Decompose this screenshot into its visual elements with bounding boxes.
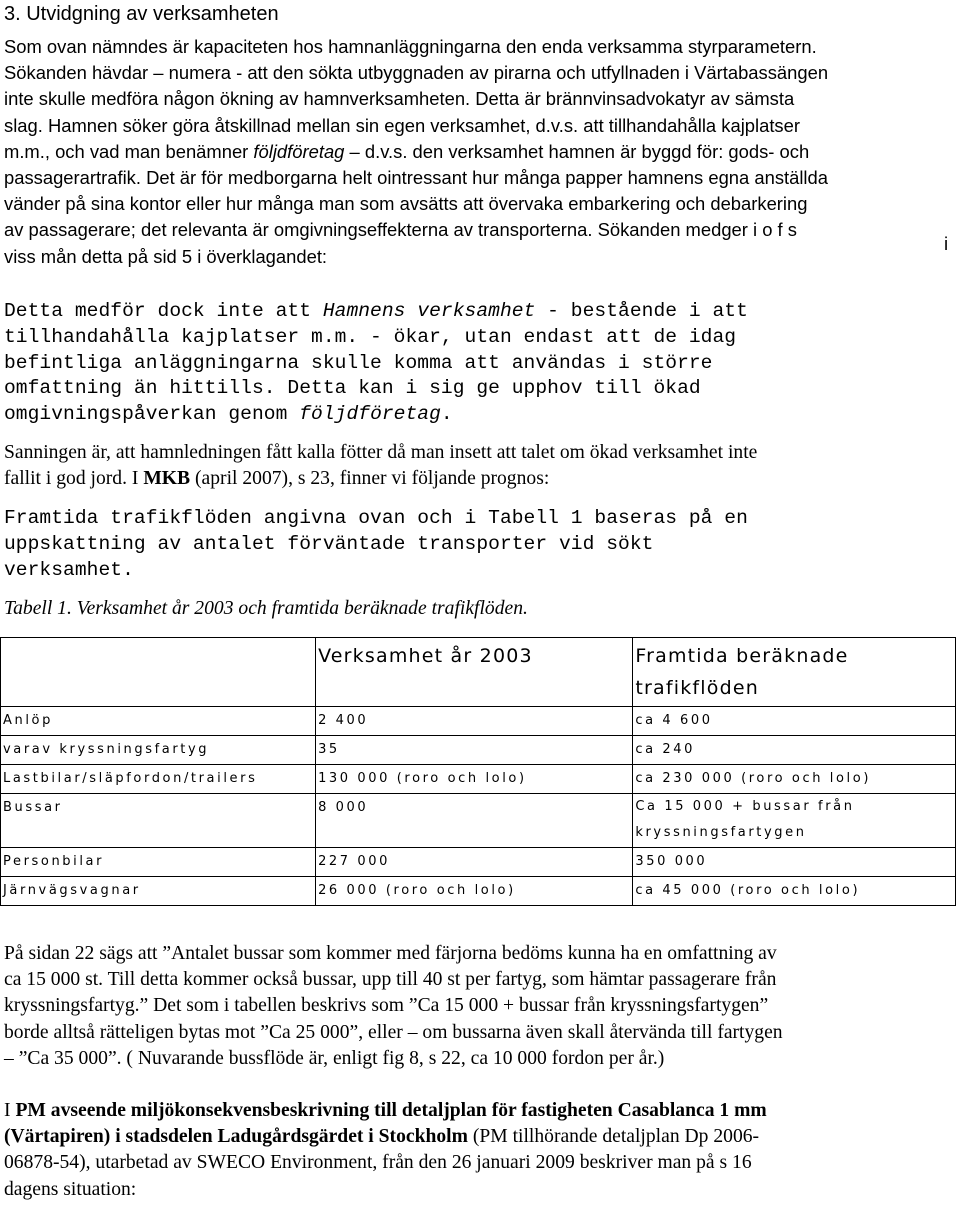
quote-line: omfattning än hittills. Detta kan i sig ge upphov till ökad [4, 377, 701, 400]
quote-line: Framtida trafikflöden angivna ovan och i Tabell 1 baseras på en [4, 507, 748, 529]
row-value-future: 350 000 [633, 848, 956, 877]
row-value-future: Ca 15 000 + bussar från kryssningsfartygen [633, 794, 956, 848]
bold-document-title: PM avseende miljökonsekvensbeskrivning till detaljplan för fastigheten Casablanca 1 mm [15, 1100, 767, 1121]
table-caption: Tabell 1. Verksamhet år 2003 och framtida beräknade trafikflöden. [4, 598, 528, 619]
text-line: vänder på sina kontor eller hur många man som avsätts att övervaka embarkering och debarkering [4, 193, 808, 215]
emphasis-term: följdföretag [253, 140, 345, 162]
text-line [4, 217, 954, 243]
table-header-row [1, 638, 956, 707]
bold-document-title: (Värtapiren) i stadsdelen Ladugårdsgärdet i Stockholm [4, 1126, 468, 1148]
row-value-future: ca 45 000 (roro och lolo) [633, 877, 956, 906]
row-label: Lastbilar/släpfordon/trailers [1, 765, 316, 794]
row-label: Bussar [1, 794, 316, 848]
paragraph-pm [4, 1098, 954, 1203]
paragraph-buses [4, 941, 954, 1072]
row-value-2003: 8 000 [316, 794, 633, 848]
text-line [4, 466, 954, 492]
quote-line [4, 299, 748, 325]
text-fragment: fallit i god jord. I [4, 468, 144, 490]
text-line [4, 139, 954, 165]
table-row [1, 707, 956, 736]
text-line: viss mån detta på sid 5 i överklagandet: [4, 245, 328, 267]
bold-term: MKB [143, 468, 191, 490]
block-quote-mkb [4, 506, 748, 583]
header-cell-empty [1, 638, 316, 707]
text-fragment: Detta medför dock inte att [4, 300, 323, 322]
paragraph-capacity [4, 34, 954, 296]
header-cell-2003: Verksamhet år 2003 [316, 638, 633, 707]
row-value-future: ca 230 000 (roro och lolo) [633, 765, 956, 794]
text-line: – ”Ca 35 000”. ( Nuvarande bussflöde är, enligt fig 8, s 22, ca 10 000 fordon per år.) [4, 1047, 665, 1069]
text-line: inte skulle medföra någon ökning av hamnverksamheten. Detta är brännvinsadvokatyr av sämsta [4, 88, 795, 110]
row-label: Personbilar [1, 848, 316, 877]
row-value-2003: 26 000 (roro och lolo) [316, 877, 633, 906]
row-label: Järnvägsvagnar [1, 877, 316, 906]
row-value-future: ca 240 [633, 736, 956, 765]
text-line: ca 15 000 st. Till detta kommer också bussar, upp till 40 st per fartyg, som hämtar passagerare från [4, 969, 777, 991]
text-fragment: (PM tillhörande detaljplan Dp 2006- [467, 1126, 760, 1148]
trailing-character: i [944, 233, 949, 254]
text-fragment: av passagerare; det relevanta är omgivningseffekterna av transporterna. Sökanden medger i o f s [4, 219, 797, 241]
text-line: passagerartrafik. Det är för medborgarna helt ointressant hur många papper hamnens egna anställda [4, 166, 828, 188]
row-value-2003: 2 400 [316, 707, 633, 736]
table-row [1, 765, 956, 794]
row-value-2003: 227 000 [316, 848, 633, 877]
text-line: borde alltså rätteligen bytas mot ”Ca 25 000”, eller – om bussarna även skall återvända till fartygen [4, 1021, 783, 1043]
quote-line: uppskattning av antalet förväntade transporter vid sökt [4, 532, 654, 555]
quote-line: befintliga anläggningarna skulle komma att användas i större [4, 351, 713, 374]
emphasis-term: följdföretag [299, 403, 441, 426]
text-line: Sanningen är, att hamnledningen fått kalla fötter då man insett att talet om ökad verksamhet inte [4, 442, 758, 463]
section-heading: 3. Utvidgning av verksamheten [4, 3, 279, 25]
text-line: kryssningsfartyg.” Det som i tabellen beskrivs som ”Ca 15 000 + bussar från kryssningsfartygen” [4, 995, 769, 1017]
emphasis-term: Hamnens verksamhet [322, 300, 536, 322]
table-row [1, 794, 956, 848]
text-fragment: omgivningspåverkan genom [4, 403, 300, 426]
header-cell-future: Framtida beräknade trafikflöden [633, 638, 956, 707]
table-row [1, 736, 956, 765]
row-label: varav kryssningsfartyg [1, 736, 316, 765]
text-line [4, 1124, 954, 1150]
text-line [4, 1098, 954, 1124]
text-fragment: – d.v.s. den verksamhet hamnen är byggd för: gods- och [344, 140, 810, 162]
text-line: slag. Hamnen söker göra åtskillnad mellan sin egen verksamhet, d.v.s. att tillhandahålla kajplatser [4, 114, 800, 136]
row-value-future: ca 4 600 [633, 707, 956, 736]
table-row [1, 848, 956, 877]
text-line: dagens situation: [4, 1178, 137, 1200]
text-fragment: I [4, 1100, 16, 1121]
text-line: På sidan 22 sägs att ”Antalet bussar som kommer med färjorna bedöms kunna ha en omfattning av [4, 943, 777, 964]
row-value-2003: 35 [316, 736, 633, 765]
block-quote-appeal [4, 299, 748, 428]
table-row [1, 877, 956, 906]
text-fragment: m.m., och vad man benämner [4, 140, 254, 162]
text-line: Sökanden hävdar – numera - att den sökta utbyggnaden av pirarna och utfyllnaden i Värtabassängen [4, 62, 829, 84]
traffic-table [0, 637, 956, 906]
quote-line: verksamhet. [4, 558, 134, 581]
row-value-2003: 130 000 (roro och lolo) [316, 765, 633, 794]
text-fragment: (april 2007), s 23, finner vi följande prognos: [190, 468, 550, 490]
text-line: 06878-54), utarbetad av SWECO Environment, från den 26 januari 2009 beskriver man på s 16 [4, 1152, 752, 1174]
quote-line [4, 402, 748, 428]
text-fragment: . [440, 403, 453, 426]
paragraph-truth [4, 440, 954, 492]
text-line: Som ovan nämndes är kapaciteten hos hamnanläggningarna den enda verksamma styrparametern. [4, 36, 817, 57]
quote-line: tillhandahålla kajplatser m.m. - ökar, utan endast att de idag [4, 325, 737, 348]
row-label: Anlöp [1, 707, 316, 736]
text-fragment: - bestående i att [535, 300, 748, 322]
